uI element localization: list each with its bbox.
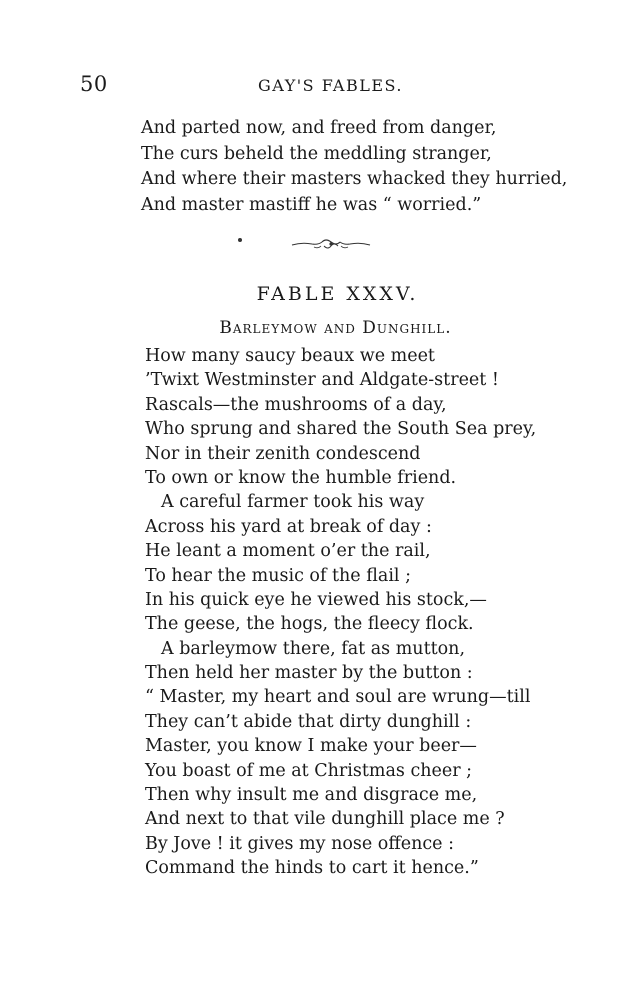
verse-line: ’Twixt Westminster and Aldgate-street ! xyxy=(145,370,499,391)
previous-fable-ending xyxy=(141,116,567,218)
verse-line: Across his yard at break of day : xyxy=(145,516,432,537)
verse-line: To own or know the humble friend. xyxy=(145,467,457,488)
verse-line: How many saucy beaux we meet xyxy=(145,346,435,366)
ink-speck xyxy=(238,238,242,242)
running-head: GAY'S FABLES. xyxy=(258,76,403,95)
verse-line: “ Master, my heart and soul are wrung—till xyxy=(145,687,531,708)
verse-line: A careful farmer took his way xyxy=(161,492,425,513)
verse-line: By Jove ! it gives my nose offence : xyxy=(145,833,455,854)
verse-line: Command the hinds to cart it hence.” xyxy=(145,858,479,879)
fable-title: Barleymow and Dunghill. xyxy=(219,318,452,338)
verse-line: To hear the music of the flail ; xyxy=(145,565,411,586)
ornament-divider-icon xyxy=(290,236,372,252)
fable-number: FABLE XXXV. xyxy=(256,283,419,305)
page-number: 50 xyxy=(80,72,108,96)
verse-line: You boast of me at Christmas cheer ; xyxy=(145,760,473,781)
verse-line: And master mastiff he was “ worried.” xyxy=(141,194,482,215)
verse-line: And where their masters whacked they hurried, xyxy=(141,169,568,189)
verse-line: The geese, the hogs, the fleecy flock. xyxy=(145,614,474,635)
verse-line: And next to that vile dunghill place me ? xyxy=(145,809,505,830)
verse-line: Then held her master by the button : xyxy=(145,663,473,684)
verse-line: In his quick eye he viewed his stock,— xyxy=(145,589,487,610)
verse-line: And parted now, and freed from danger, xyxy=(141,118,497,138)
verse-line: Master, you know I make your beer— xyxy=(145,736,477,757)
fable-verse xyxy=(145,344,536,881)
verse-line: A barleymow there, fat as mutton, xyxy=(161,638,466,659)
verse-line: They can’t abide that dirty dunghill : xyxy=(145,711,472,732)
verse-line: Then why insult me and disgrace me, xyxy=(145,785,478,806)
verse-line: Rascals—the mushrooms of a day, xyxy=(145,394,447,415)
verse-line: The curs beheld the meddling stranger, xyxy=(141,143,492,164)
verse-line: He leant a moment o’er the rail, xyxy=(145,541,431,562)
verse-line: Nor in their zenith condescend xyxy=(145,443,421,464)
verse-line: Who sprung and shared the South Sea prey, xyxy=(145,419,537,440)
